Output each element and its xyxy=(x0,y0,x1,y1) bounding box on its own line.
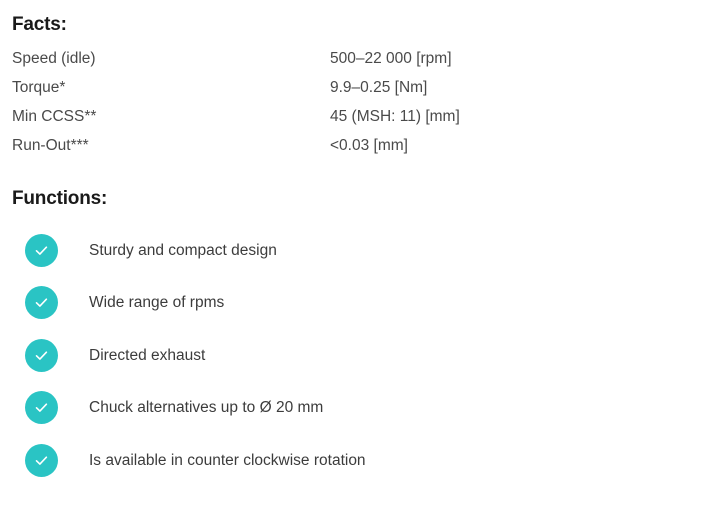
functions-list xyxy=(12,224,695,487)
check-icon xyxy=(25,286,58,319)
check-icon xyxy=(25,444,58,477)
check-icon xyxy=(25,391,58,424)
fact-value: 9.9–0.25 [Nm] xyxy=(330,79,428,97)
list-item xyxy=(12,382,695,435)
fact-label: Speed (idle) xyxy=(12,50,96,67)
list-item xyxy=(12,434,695,487)
fact-value: 45 (MSH: 11) [mm] xyxy=(330,108,460,126)
table-row xyxy=(12,108,695,137)
fact-value: <0.03 [mm] xyxy=(330,137,408,155)
table-row xyxy=(12,50,695,79)
list-item xyxy=(12,329,695,382)
list-item xyxy=(12,224,695,277)
function-label: Wide range of rpms xyxy=(89,294,225,312)
table-row xyxy=(12,79,695,108)
functions-heading: Functions: xyxy=(12,188,108,210)
check-icon xyxy=(25,339,58,372)
fact-value: 500–22 000 [rpm] xyxy=(330,50,452,67)
fact-label: Torque* xyxy=(12,79,66,97)
facts-heading: Facts: xyxy=(12,14,67,35)
table-row xyxy=(12,137,695,154)
function-label: Chuck alternatives up to Ø 20 mm xyxy=(89,399,324,417)
function-label: Is available in counter clockwise rotation xyxy=(89,451,366,469)
list-item xyxy=(12,277,695,330)
fact-label: Run-Out*** xyxy=(12,137,89,155)
facts-table xyxy=(12,50,695,154)
fact-label: Min CCSS** xyxy=(12,108,97,126)
function-label: Directed exhaust xyxy=(89,346,206,364)
function-label: Sturdy and compact design xyxy=(89,241,277,259)
check-icon xyxy=(25,234,58,267)
